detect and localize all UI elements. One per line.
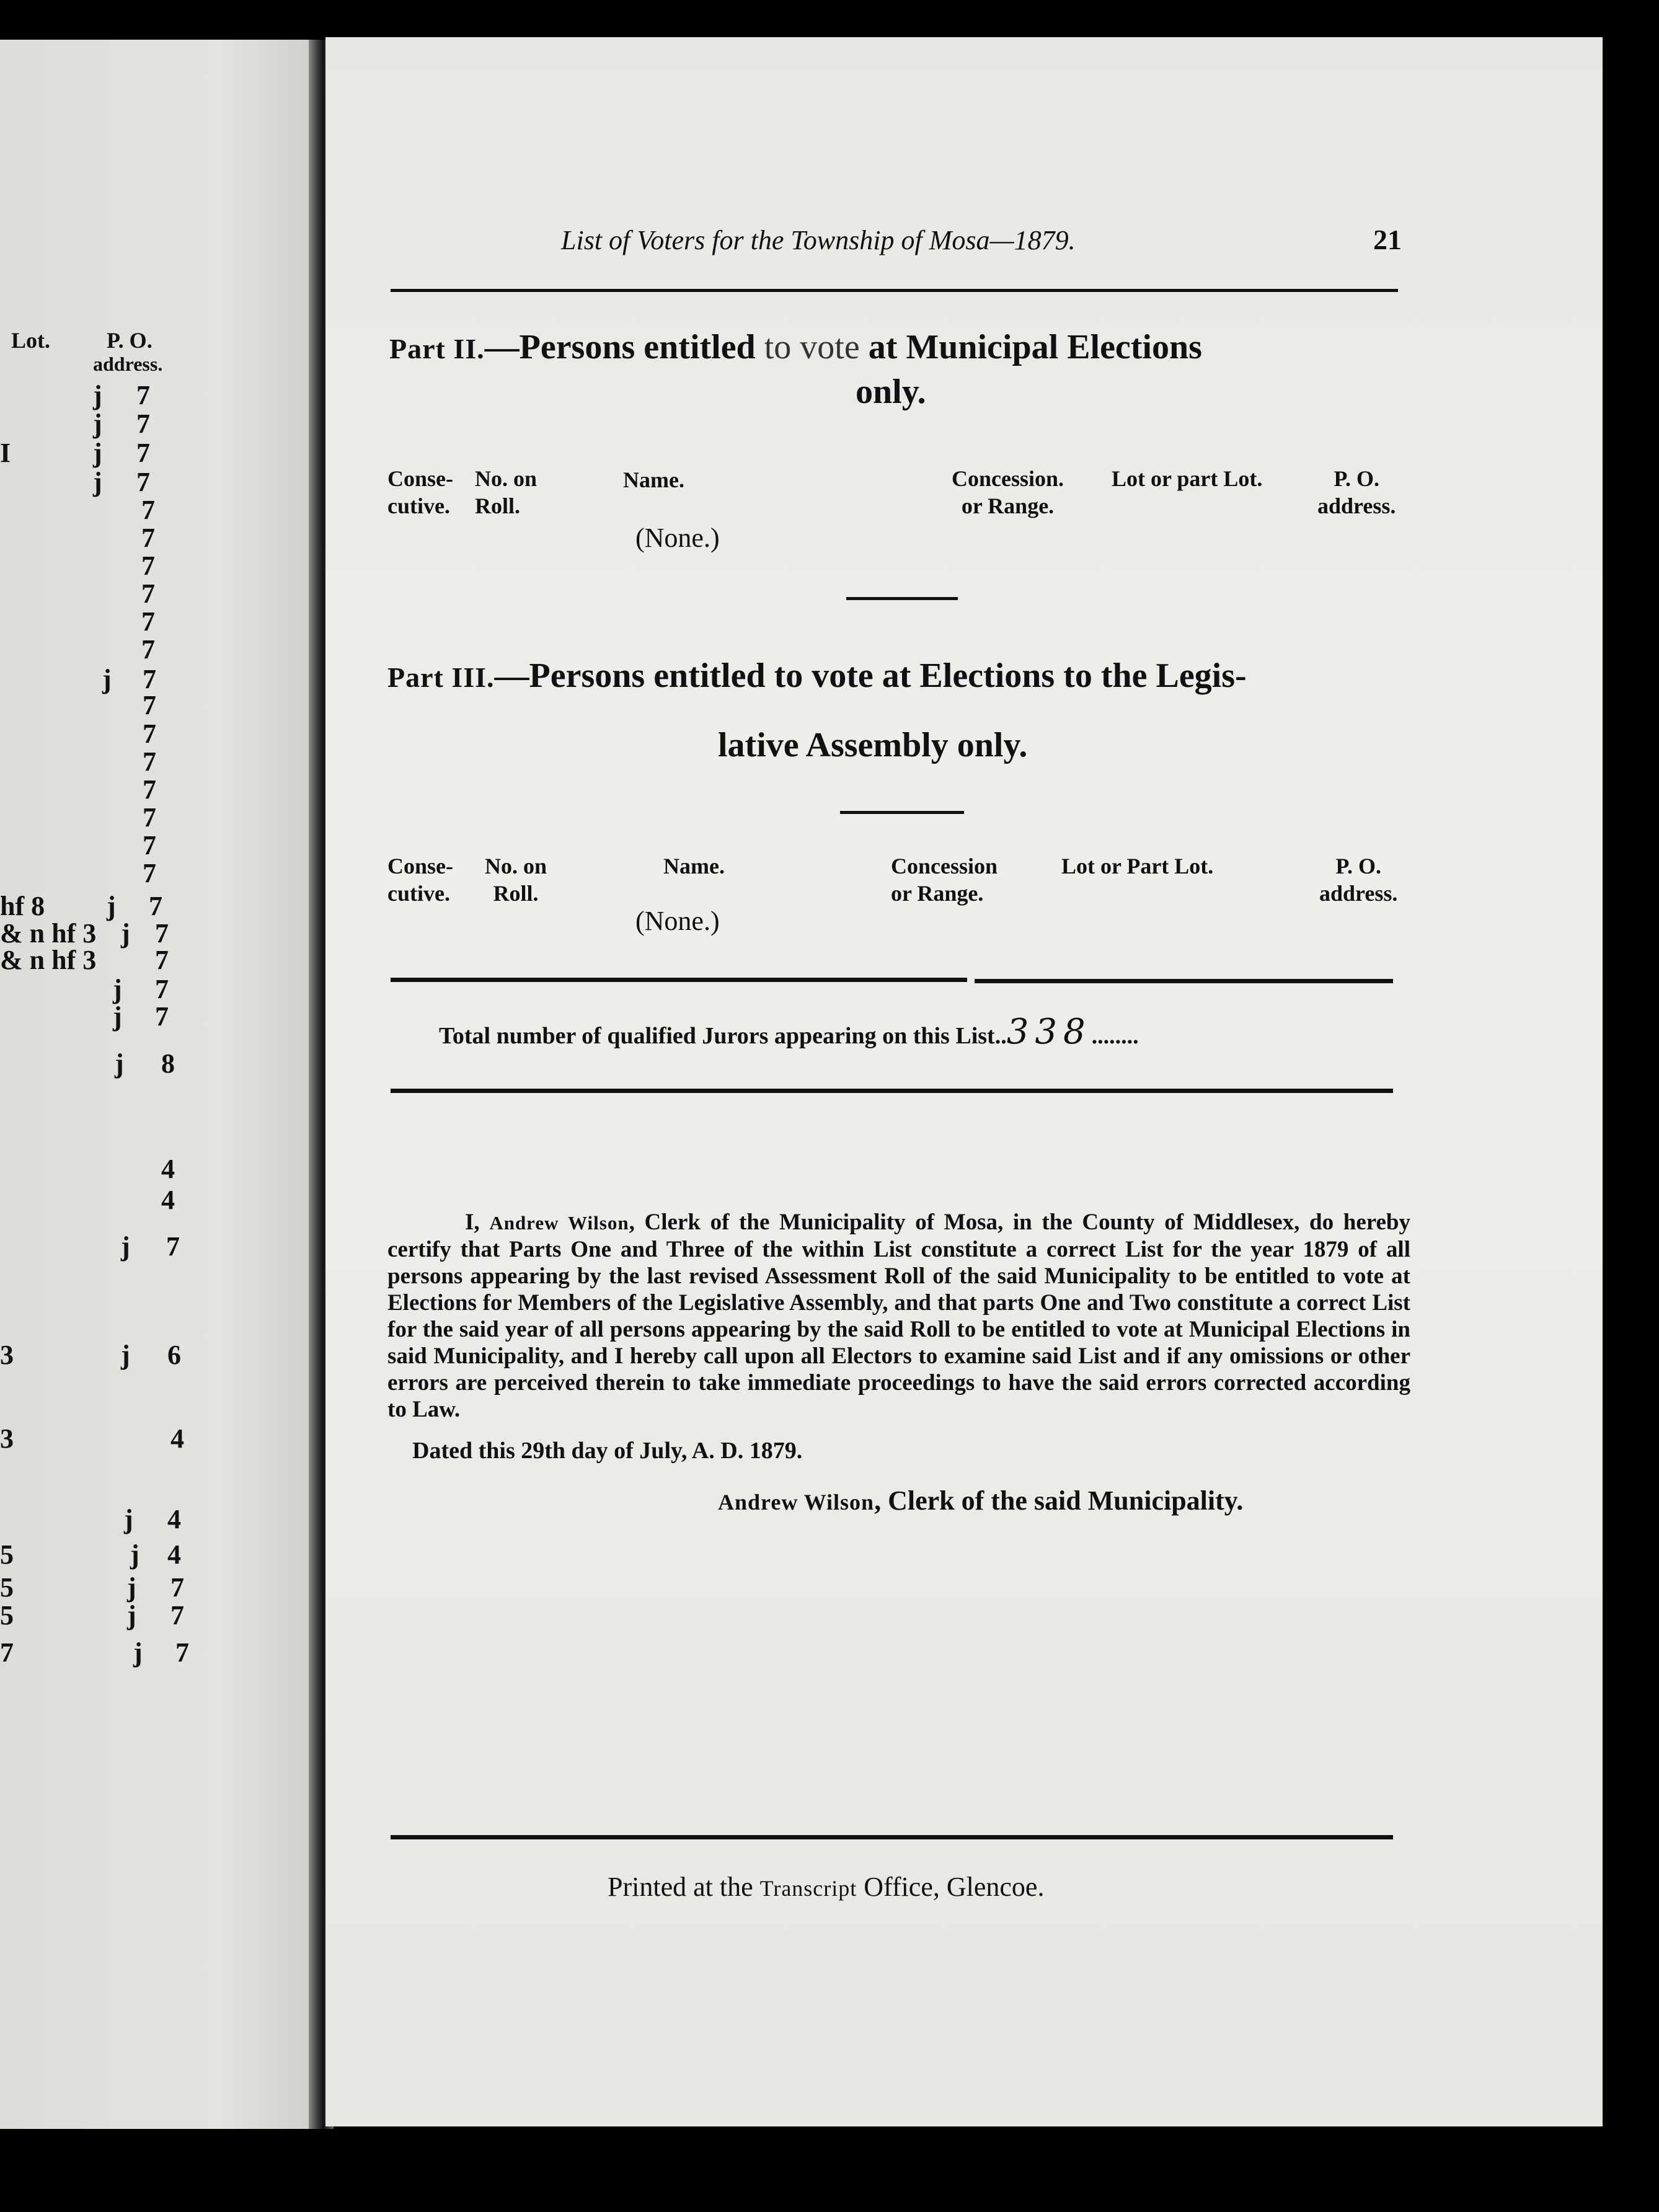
part2-col-roll bbox=[475, 465, 537, 520]
left-entry-po-address: 4 bbox=[167, 1504, 181, 1534]
printer-imprint bbox=[608, 1871, 1044, 1903]
left-entry-po-address: 4 bbox=[161, 1185, 175, 1215]
part3-col-consecutive-l2: cutive. bbox=[387, 881, 450, 906]
part2-col-consecutive-l1: Conse- bbox=[387, 466, 453, 491]
left-entry-po-address: 7 bbox=[143, 802, 156, 833]
left-entry-juror-mark: j bbox=[124, 1504, 133, 1534]
left-entry-po-address: 7 bbox=[136, 438, 150, 468]
left-col-header-address: address. bbox=[93, 353, 163, 375]
left-entry-po-address: 7 bbox=[155, 918, 169, 949]
left-entry-juror-mark: j bbox=[93, 467, 102, 497]
part3-heading-label: Part III. bbox=[387, 661, 495, 693]
left-entry-lot: 3 bbox=[0, 1340, 14, 1370]
left-entry-lot: & n hf 3 bbox=[0, 945, 97, 975]
part3-col-roll-l2: Roll. bbox=[493, 881, 539, 906]
left-entry-juror-mark: j bbox=[127, 1600, 136, 1630]
left-entry-po-address: 7 bbox=[143, 719, 156, 749]
part3-col-roll-l1: No. on bbox=[485, 854, 547, 878]
left-entry-po-address: 7 bbox=[143, 858, 156, 888]
part2-col-consecutive-l2: cutive. bbox=[387, 493, 450, 518]
left-entry-lot: & n hf 3 bbox=[0, 918, 97, 949]
left-entry-juror-mark: j bbox=[93, 380, 102, 410]
clerk-certificate bbox=[387, 1209, 1410, 1423]
left-entry-po-address: 7 bbox=[141, 495, 155, 525]
part2-col-po-l2: address. bbox=[1317, 493, 1396, 518]
part2-col-concession bbox=[952, 465, 1064, 520]
part2-col-po bbox=[1317, 465, 1396, 520]
left-entry-po-address: 7 bbox=[136, 467, 150, 497]
header-rule bbox=[391, 289, 1398, 292]
part3-col-concession-l1: Concession bbox=[891, 854, 998, 878]
part3-col-consecutive-l1: Conse- bbox=[387, 854, 453, 878]
left-entry-juror-mark: j bbox=[93, 409, 102, 439]
left-entry-po-address: 7 bbox=[143, 830, 156, 860]
footer-rule bbox=[391, 1835, 1393, 1839]
left-entry-po-address: 7 bbox=[155, 945, 169, 975]
part2-col-lot: Lot or part Lot. bbox=[1112, 466, 1263, 491]
left-entry-po-address: 7 bbox=[155, 1001, 169, 1032]
jurors-rule bbox=[391, 1089, 1393, 1093]
part2-col-roll-l2: Roll. bbox=[475, 493, 521, 518]
left-entry-juror-mark: j bbox=[113, 1001, 122, 1032]
part2-heading bbox=[389, 327, 1202, 367]
part2-col-name: Name. bbox=[623, 467, 684, 492]
part2-heading-text: —Persons entitled bbox=[484, 328, 756, 366]
left-entry-juror-mark: j bbox=[133, 1637, 143, 1668]
page-number: 21 bbox=[1373, 224, 1402, 255]
part2-col-concession-l1: Concession. bbox=[952, 466, 1064, 491]
left-entry-po-address: 7 bbox=[149, 891, 162, 921]
left-entry-lot: I bbox=[0, 438, 11, 468]
signature-title: , Clerk of the said Municipality. bbox=[874, 1485, 1244, 1516]
running-head: List of Voters for the Township of Mosa—1879. bbox=[561, 225, 1076, 255]
part2-heading-end: at Municipal Elections bbox=[859, 328, 1202, 366]
part2-heading-faint: to vote bbox=[755, 328, 860, 366]
left-entry-po-address: 7 bbox=[170, 1600, 184, 1630]
certificate-body: , Clerk of the Municipality of Mosa, in the County of Middlesex, do hereby certify that Parts One and Three of the within List constitute a correct List for the year 1879 of all persons appearing by the last revised Assessment Roll of the said Municipality to be entitled to vote at Elections for Members of the Legislative Assembly, and that parts One and Two constitute a correct List for the said year of all persons appearing by the said Roll to be entitled to vote at Municipal Elections in said Municipality, and I hereby call upon all Electors to examine said List and if any omissions or other errors are perceived therein to take immediate proceedings to have the said errors corrected according to Law. bbox=[387, 1210, 1410, 1422]
left-entry-po-address: 7 bbox=[143, 690, 156, 720]
left-entry-po-address: 7 bbox=[143, 746, 156, 777]
left-entry-juror-mark: j bbox=[93, 438, 102, 468]
part2-col-consecutive bbox=[387, 465, 453, 520]
part2-heading-label: Part II. bbox=[389, 333, 485, 365]
part3-col-concession bbox=[891, 852, 998, 907]
clerk-signature bbox=[718, 1485, 1243, 1516]
part3-heading bbox=[387, 656, 1247, 696]
jurors-label: Total number of qualified Jurors appearing on this List.. bbox=[439, 1023, 1007, 1049]
left-entry-po-address: 7 bbox=[143, 774, 156, 805]
part3-heading-line2: lative Assembly only. bbox=[718, 726, 1028, 764]
left-col-header-po: P. O. bbox=[107, 328, 153, 353]
left-entry-juror-mark: j bbox=[102, 664, 112, 694]
left-entry-lot: 5 bbox=[0, 1600, 14, 1630]
left-col-header-lot: Lot. bbox=[11, 328, 50, 353]
left-entry-juror-mark: j bbox=[121, 1340, 130, 1370]
left-entry-juror-mark: j bbox=[121, 918, 130, 949]
left-entry-po-address: 4 bbox=[170, 1423, 184, 1454]
left-entry-po-address: 7 bbox=[155, 974, 169, 1004]
part3-col-po-l1: P. O. bbox=[1335, 854, 1382, 878]
left-entry-po-address: 7 bbox=[166, 1231, 180, 1262]
part3-col-concession-l2: or Range. bbox=[891, 881, 984, 906]
part3-col-roll bbox=[485, 852, 547, 907]
printer-after: Office, Glencoe. bbox=[857, 1872, 1045, 1902]
left-entry-po-address: 7 bbox=[141, 634, 155, 665]
left-entry-po-address: 8 bbox=[161, 1048, 175, 1079]
left-entry-juror-mark: j bbox=[113, 974, 122, 1004]
part3-heading-text: —Persons entitled to vote at Elections to the Legis- bbox=[494, 657, 1247, 695]
left-entry-po-address: 7 bbox=[141, 578, 155, 609]
part3-none: (None.) bbox=[635, 906, 720, 936]
part3-col-po-l2: address. bbox=[1319, 881, 1398, 906]
jurors-count: 338 bbox=[1006, 1012, 1092, 1052]
left-entry-lot: 3 bbox=[0, 1423, 14, 1454]
left-entry-lot: 5 bbox=[0, 1572, 14, 1603]
part2-separator bbox=[846, 597, 958, 600]
left-entry-po-address: 4 bbox=[161, 1154, 175, 1184]
left-entry-juror-mark: j bbox=[115, 1048, 124, 1079]
left-entry-po-address: 7 bbox=[141, 523, 155, 553]
left-entry-po-address: 4 bbox=[167, 1539, 181, 1570]
left-entry-po-address: 7 bbox=[141, 551, 155, 581]
part3-separator bbox=[840, 811, 964, 814]
left-entry-juror-mark: j bbox=[127, 1572, 136, 1603]
jurors-dots: ........ bbox=[1091, 1023, 1139, 1049]
jurors-line bbox=[439, 1012, 1139, 1052]
part2-col-concession-l2: or Range. bbox=[961, 493, 1055, 518]
left-entry-lot: 7 bbox=[0, 1637, 14, 1668]
left-entry-po-address: 7 bbox=[136, 380, 150, 410]
table-end-rule-right bbox=[975, 979, 1393, 983]
left-entry-po-address: 6 bbox=[167, 1340, 181, 1370]
table-end-rule-left bbox=[391, 978, 967, 982]
part2-col-po-l1: P. O. bbox=[1334, 466, 1380, 491]
certificate-lead: I, bbox=[465, 1210, 490, 1235]
part3-col-po bbox=[1319, 852, 1397, 907]
part2-heading-line2: only. bbox=[856, 373, 926, 411]
certificate-date: Dated this 29th day of July, A. D. 1879. bbox=[412, 1438, 803, 1464]
part2-none: (None.) bbox=[635, 523, 720, 553]
left-entry-po-address: 7 bbox=[170, 1572, 184, 1603]
left-entry-juror-mark: j bbox=[130, 1539, 139, 1570]
part2-col-roll-l1: No. on bbox=[475, 466, 538, 491]
left-entry-po-address: 7 bbox=[175, 1637, 189, 1668]
signature-name: Andrew Wilson bbox=[718, 1490, 875, 1515]
left-entry-lot: 5 bbox=[0, 1539, 14, 1570]
left-entry-juror-mark: j bbox=[121, 1231, 130, 1262]
left-entry-po-address: 7 bbox=[143, 664, 156, 694]
certificate-clerk-name: Andrew Wilson bbox=[489, 1212, 629, 1234]
left-entry-juror-mark: j bbox=[107, 891, 116, 921]
part3-col-consecutive bbox=[387, 852, 453, 907]
printer-name: Transcript bbox=[759, 1876, 857, 1901]
left-entry-po-address: 7 bbox=[141, 606, 155, 637]
printer-before: Printed at the bbox=[608, 1872, 760, 1902]
left-entry-po-address: 7 bbox=[136, 409, 150, 439]
part3-col-lot: Lot or Part Lot. bbox=[1061, 854, 1214, 878]
certificate-paragraph bbox=[387, 1209, 1410, 1423]
part3-col-name: Name. bbox=[663, 854, 725, 878]
left-entry-lot: hf 8 bbox=[0, 891, 45, 921]
